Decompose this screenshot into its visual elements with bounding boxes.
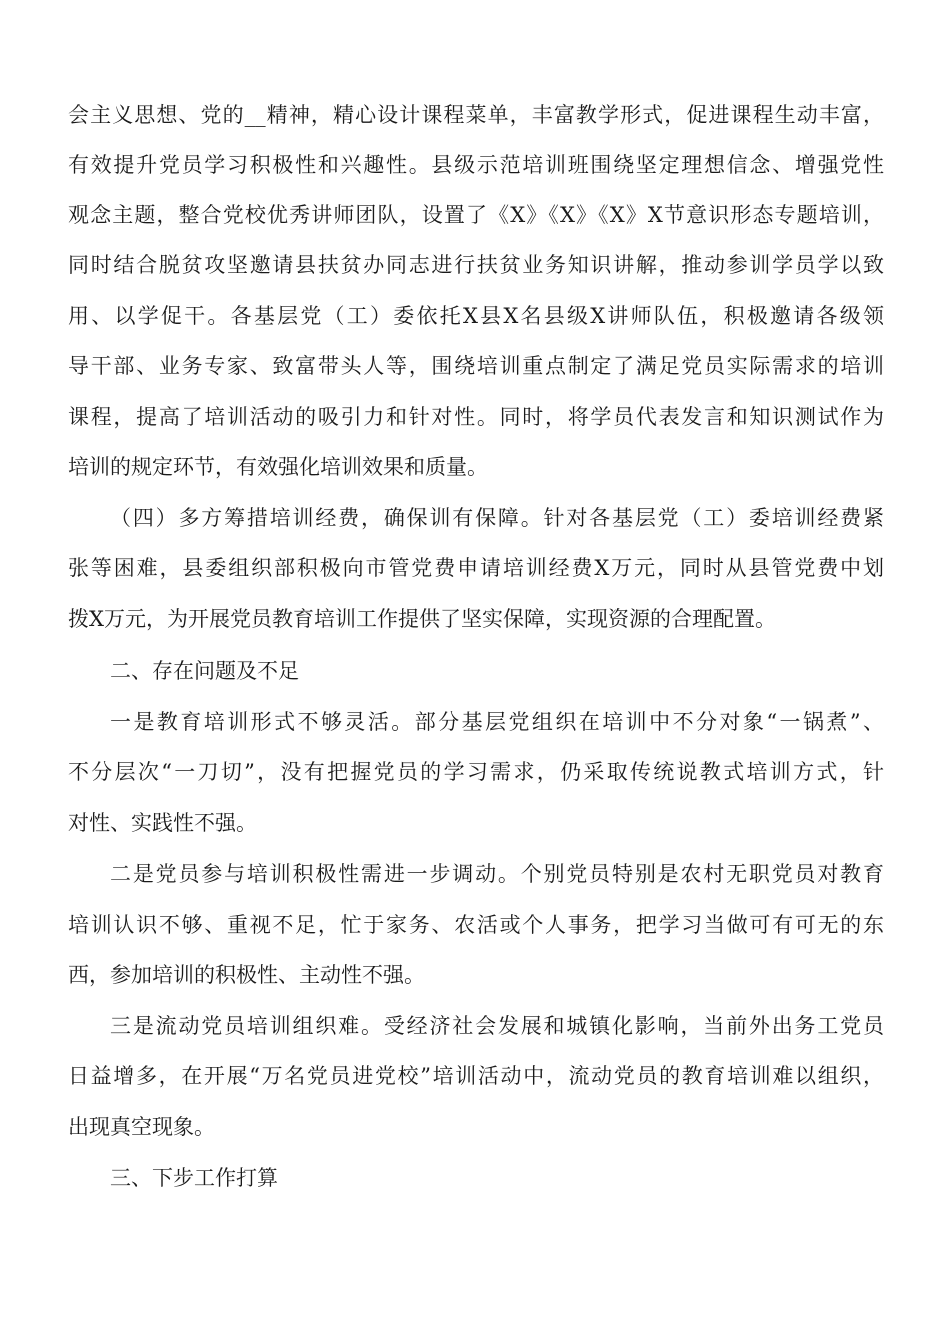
text-line: 课程，提高了培训活动的吸引力和针对性。同时，将学员代表发言和知识测试作为 <box>68 405 884 429</box>
text-line: 会主义思想、党的__精神，精心设计课程菜单，丰富教学形式，促进课程生动丰富， <box>68 103 884 127</box>
text-line: 导干部、业务专家、致富带头人等，围绕培训重点制定了满足党员实际需求的培训 <box>68 354 884 378</box>
section-four-heading: （四）多方筹措培训经费，确保训有保障。针对各基层党（工）委培训经费紧 <box>110 506 884 530</box>
text-line: 同时结合脱贫攻坚邀请县扶贫办同志进行扶贫业务知识讲解，推动参训学员学以致 <box>68 253 884 277</box>
text-line: 有效提升党员学习积极性和兴趣性。县级示范培训班围绕坚定理想信念、增强党性 <box>68 153 884 177</box>
text-line: 拨X万元，为开展党员教育培训工作提供了坚实保障，实现资源的合理配置。 <box>68 607 776 631</box>
text-line: 西，参加培训的积极性、主动性不强。 <box>68 963 425 987</box>
text-line: 用、以学促干。各基层党（工）委依托X县X名县级X讲师队伍，积极邀请各级领 <box>68 304 884 328</box>
text-line: 对性、实践性不强。 <box>68 811 257 835</box>
section-two-heading: 二、存在问题及不足 <box>110 659 299 683</box>
text-line: 观念主题，整合党校优秀讲师团队，设置了《X》《X》《X》X节意识形态专题培训， <box>68 203 884 227</box>
text-line: 张等困难，县委组织部积极向市管党费申请培训经费X万元，同时从县管党费中划 <box>68 556 884 580</box>
problem-two-heading: 二是党员参与培训积极性需进一步调动。个别党员特别是农村无职党员对教育 <box>110 862 884 886</box>
problem-one-heading: 一是教育培训形式不够灵活。部分基层党组织在培训中不分对象“一锅煮”、 <box>110 710 884 734</box>
text-line: 不分层次“一刀切”，没有把握党员的学习需求，仍采取传统说教式培训方式，针 <box>68 760 884 784</box>
text-line: 培训认识不够、重视不足，忙于家务、农活或个人事务，把学习当做可有可无的东 <box>68 913 884 937</box>
problem-three-heading: 三是流动党员培训组织难。受经济社会发展和城镇化影响，当前外出务工党员 <box>110 1014 884 1038</box>
section-three-heading: 三、下步工作打算 <box>110 1166 278 1190</box>
text-line: 日益增多，在开展“万名党员进党校”培训活动中，流动党员的教育培训难以组织， <box>68 1064 884 1088</box>
text-line: 出现真空现象。 <box>68 1115 215 1139</box>
text-line: 培训的规定环节，有效强化培训效果和质量。 <box>68 455 488 479</box>
